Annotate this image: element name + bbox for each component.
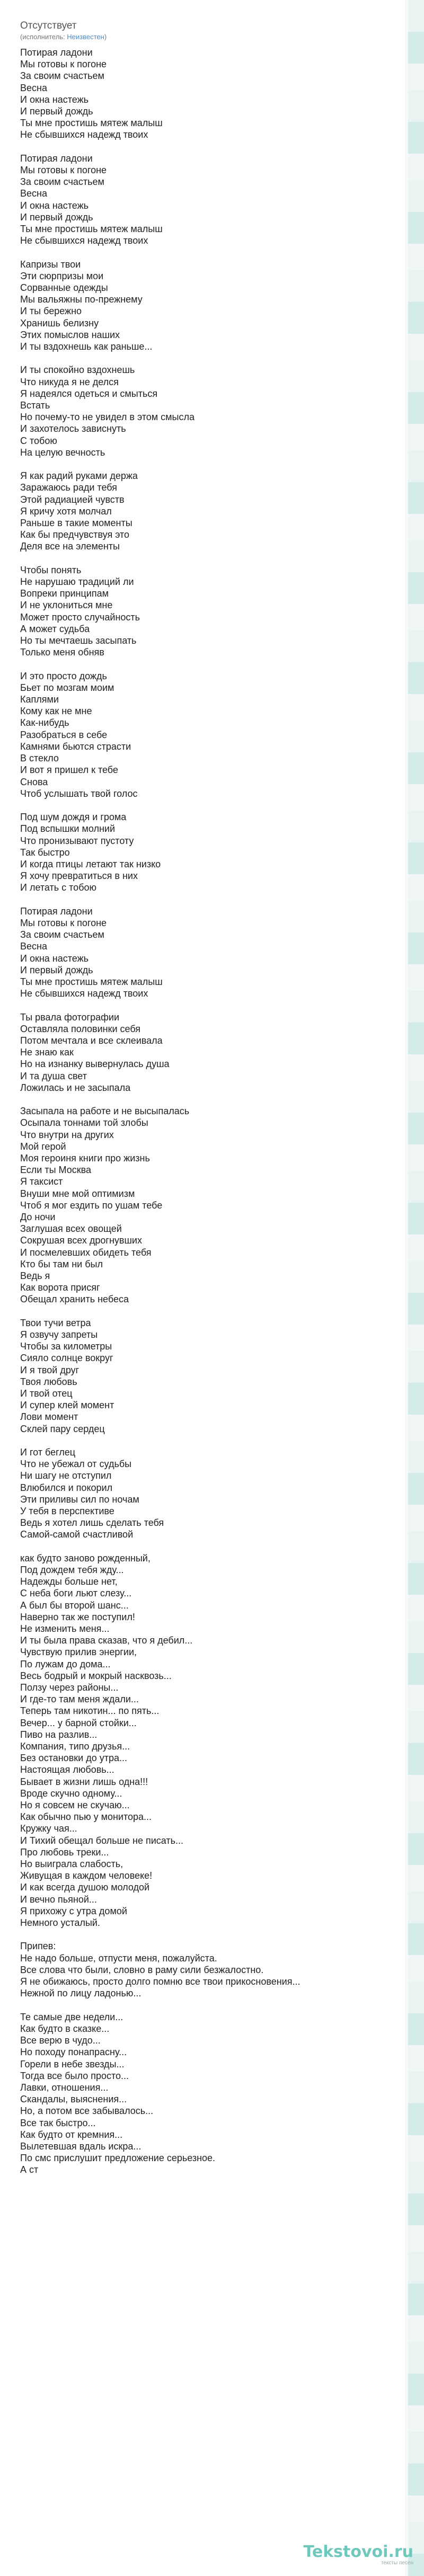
- lyrics-line: Камнями бьются страсти: [20, 741, 131, 752]
- lyrics-line: Но, а потом все забывалось...: [20, 2106, 154, 2117]
- lyrics-line: Под вспышки молний: [20, 823, 116, 834]
- lyrics-line: Эти приливы сил по ночам: [20, 1494, 139, 1505]
- lyrics-line: Моя героиня книги про жизнь: [20, 1152, 150, 1163]
- byline-suffix: ): [104, 33, 107, 41]
- lyrics-line: За своим счастьем: [20, 929, 104, 940]
- lyrics-line: Только меня обняв: [20, 647, 104, 658]
- lyrics-line: Капризы твои: [20, 259, 81, 270]
- lyrics-line: Не сбывшихся надежд твоих: [20, 988, 148, 999]
- lyrics-line: И ты вздохнешь как раньше...: [20, 341, 153, 352]
- lyrics-line: Так быстро: [20, 847, 70, 858]
- lyrics-line: Чтобы за километры: [20, 1341, 112, 1352]
- lyrics-line: Вроде скучно одному...: [20, 1788, 122, 1799]
- lyrics-stanza: [20, 153, 392, 247]
- lyrics-stanza: [20, 259, 392, 353]
- lyrics-line: С тобою: [20, 435, 57, 446]
- artist-byline: [20, 33, 392, 41]
- lyrics-line: Но выиграла слабость,: [20, 1859, 123, 1870]
- lyrics-line: Не нарушаю традиций ли: [20, 576, 134, 588]
- lyrics-line: Чтоб услышать твой голос: [20, 788, 138, 799]
- lyrics-line: Мы готовы к погоне: [20, 917, 107, 928]
- lyrics-line: Я хочу превратиться в них: [20, 870, 138, 882]
- lyrics-line: Эти сюрпризы мои: [20, 270, 104, 281]
- lyrics-line: Влюбился и покорил: [20, 1482, 113, 1493]
- byline-prefix: (исполнитель:: [20, 33, 67, 41]
- lyrics-line: Что не убежал от судьбы: [20, 1459, 132, 1470]
- lyrics-line: Каплями: [20, 694, 59, 705]
- lyrics-line: И как всегда душою молодой: [20, 1882, 150, 1893]
- lyrics-line: И Тихий обещал больше не писать...: [20, 1835, 184, 1846]
- lyrics-line: Мой герой: [20, 1141, 66, 1152]
- lyrics-line: Весь бодрый и мокрый насквозь...: [20, 1670, 172, 1681]
- lyrics-line: Компания, типо друзья...: [20, 1741, 130, 1752]
- lyrics-line: И посмелевших обидеть тебя: [20, 1247, 152, 1258]
- lyrics-stanza: [20, 47, 392, 141]
- lyrics-line: И окна настежь: [20, 200, 89, 211]
- lyrics-line: И твой отец: [20, 1388, 73, 1399]
- lyrics-line: Раньше в такие моменты: [20, 518, 132, 529]
- lyrics-line: Снова: [20, 776, 48, 787]
- lyrics-stanza: [20, 364, 392, 458]
- lyrics-line: Про любовь треки...: [20, 1846, 109, 1858]
- lyrics-line: Вечер... у барной стойки...: [20, 1717, 137, 1728]
- lyrics-line: Внуши мне мой оптимизм: [20, 1188, 135, 1199]
- lyrics-line: До ночи: [20, 1211, 56, 1222]
- lyrics-line: как будто заново рожденный,: [20, 1552, 151, 1564]
- lyrics-line: По лужам до дома...: [20, 1658, 111, 1669]
- lyrics-line: Теперь там никотин... по пять...: [20, 1706, 160, 1717]
- lyrics-stanza: [20, 1940, 392, 1999]
- lyrics-line: И та душа свет: [20, 1070, 87, 1081]
- watermark-logo: Tekstovoi.ru: [303, 2543, 413, 2561]
- lyrics-line: Обещал хранить небеса: [20, 1294, 129, 1305]
- lyrics-line: Но походу понапрасну...: [20, 2047, 127, 2058]
- lyrics-line: Скандалы, выяснения...: [20, 2094, 127, 2105]
- lyrics-line: Вылетевшая вдаль искра...: [20, 2140, 142, 2152]
- lyrics-line: В стекло: [20, 753, 59, 764]
- lyrics-line: Твои тучи ветра: [20, 1317, 91, 1328]
- lyrics-line: И где-то там меня ждали...: [20, 1694, 139, 1705]
- lyrics-line: Я надеялся одеться и смыться: [20, 388, 158, 399]
- lyrics-stanza: [20, 811, 392, 893]
- lyrics-line: Ты рвала фотографии: [20, 1011, 120, 1023]
- lyrics-line: Потирая ладони: [20, 153, 93, 164]
- lyrics-line: И первый дождь: [20, 106, 93, 117]
- lyrics-line: Бывает в жизни лишь одна!!!: [20, 1776, 148, 1787]
- lyrics-line: Кружку чая...: [20, 1823, 77, 1834]
- lyrics-stanza: [20, 470, 392, 552]
- lyrics-line: Как-нибудь: [20, 717, 69, 729]
- lyrics-line: Как ворота присяг: [20, 1282, 100, 1293]
- lyrics-line: Все так быстро...: [20, 2117, 96, 2128]
- lyrics-line: Но ты мечтаешь засыпать: [20, 635, 137, 646]
- lyrics-line: И не уклониться мне: [20, 600, 113, 611]
- lyrics-line: И первый дождь: [20, 964, 93, 975]
- lyrics-line: Хранишь белизну: [20, 317, 99, 328]
- lyrics-line: И летать с тобою: [20, 882, 97, 893]
- lyrics-stanza: [20, 670, 392, 800]
- lyrics-stanza: [20, 564, 392, 659]
- lyrics-line: Не сбывшихся надежд твоих: [20, 129, 148, 140]
- lyrics-line: Потирая ладони: [20, 47, 93, 58]
- lyrics-line: Не сбывшихся надежд твоих: [20, 235, 148, 246]
- lyrics-line: Как бы предчувствуя это: [20, 529, 130, 540]
- site-watermark: [303, 2543, 413, 2566]
- lyrics-line: И захотелось зависнуть: [20, 423, 126, 434]
- lyrics-line: Не знаю как: [20, 1047, 74, 1058]
- lyrics-line: Ведь я: [20, 1270, 50, 1281]
- lyrics-line: Лови момент: [20, 1411, 78, 1423]
- song-title: Отсутствует: [20, 20, 77, 31]
- lyrics-line: И ты спокойно вздохнешь: [20, 365, 135, 376]
- lyrics-line: Кто бы там ни был: [20, 1258, 103, 1269]
- lyrics-line: Ведь я хотел лишь сделать тебя: [20, 1517, 164, 1529]
- lyrics-line: Я озвучу запреты: [20, 1329, 98, 1340]
- lyrics-line: Этих помыслов наших: [20, 329, 120, 340]
- lyrics-line: Но почему-то не увидел в этом смысла: [20, 412, 195, 423]
- lyrics-line: С неба боги льют слезу...: [20, 1588, 132, 1599]
- lyrics-stanza: [20, 1011, 392, 1094]
- lyrics-line: Под дождем тебя жду...: [20, 1565, 124, 1575]
- lyrics-line: Засыпала на работе и не высыпалась: [20, 1106, 190, 1117]
- lyrics-line: Осыпала тоннами той злобы: [20, 1117, 148, 1129]
- lyrics-stanza: [20, 1446, 392, 1541]
- lyrics-line: Ни шагу не отступил: [20, 1470, 112, 1481]
- lyrics-line: Мы вальяжны по-прежнему: [20, 294, 143, 305]
- lyrics-line: Весна: [20, 82, 47, 93]
- lyrics-line: Как будто от кремния...: [20, 2129, 123, 2140]
- lyrics-line: И супер клей момент: [20, 1400, 114, 1411]
- lyrics-line: Как будто в сказке...: [20, 2023, 110, 2034]
- lyrics-stanza: [20, 1552, 392, 1929]
- lyrics-line: Встать: [20, 400, 50, 411]
- lyrics-line: За своим счастьем: [20, 176, 104, 188]
- lyrics-text: [20, 47, 392, 2176]
- lyrics-line: Мы готовы к погоне: [20, 59, 107, 70]
- lyrics-line: А ст: [20, 2164, 39, 2175]
- lyrics-line: Что пронизывают пустоту: [20, 835, 134, 846]
- lyrics-line: А был бы второй шанс...: [20, 1600, 129, 1611]
- lyrics-line: Я кричу хотя молчал: [20, 505, 112, 517]
- lyrics-line: На целую вечность: [20, 447, 105, 458]
- lyrics-stanza: [20, 905, 392, 1000]
- lyrics-line: Я не обижаюсь, просто долго помню все твои прикосновения...: [20, 1976, 301, 1987]
- watermark-subtitle: тексты песен: [381, 2560, 413, 2566]
- lyrics-line: Весна: [20, 188, 47, 199]
- lyrics-line: И вечно пьяной...: [20, 1894, 97, 1905]
- lyrics-line: Без остановки до утра...: [20, 1753, 127, 1764]
- lyrics-line: И это просто дождь: [20, 670, 107, 681]
- lyrics-line: Живущая в каждом человеке!: [20, 1870, 153, 1881]
- lyrics-line: Не надо больше, отпусти меня, пожалуйста.: [20, 1952, 217, 1964]
- lyrics-line: Чувствую прилив энергии,: [20, 1647, 137, 1658]
- lyrics-line: Ползу через районы...: [20, 1682, 119, 1693]
- lyrics-stanza: [20, 1105, 392, 1305]
- lyrics-line: Чтобы понять: [20, 564, 82, 575]
- lyrics-line: Склей пару сердец: [20, 1423, 105, 1434]
- lyrics-line: Если ты Москва: [20, 1165, 91, 1176]
- lyrics-stanza: [20, 2011, 392, 2176]
- lyrics-line: Сорванные одежды: [20, 282, 108, 294]
- lyrics-line: Деля все на элементы: [20, 541, 120, 552]
- lyrics-line: Я таксист: [20, 1176, 63, 1187]
- lyrics-line: Что внутри на других: [20, 1129, 114, 1140]
- lyrics-line: И ты бережно: [20, 306, 82, 317]
- lyrics-line: А может судьба: [20, 623, 90, 634]
- lyrics-line: Ты мне простишь мятеж малыш: [20, 976, 163, 987]
- lyrics-line: Разобраться в себе: [20, 729, 108, 740]
- lyrics-line: Твоя любовь: [20, 1376, 77, 1387]
- lyrics-line: За своим счастьем: [20, 70, 104, 82]
- lyrics-line: Но я совсем не скучаю...: [20, 1800, 130, 1811]
- lyrics-line: И вот я пришел к тебе: [20, 765, 118, 776]
- lyrics-line: Сокрушая всех дрогнувших: [20, 1235, 142, 1246]
- lyrics-line: Чтоб я мог ездить по ушам тебе: [20, 1200, 163, 1211]
- lyrics-line: Сияло солнце вокруг: [20, 1353, 113, 1364]
- lyrics-line: Все слова что были, словно в раму сили безжалостно.: [20, 1964, 264, 1975]
- lyrics-line: Припев:: [20, 1941, 56, 1952]
- artist-link[interactable]: Неизвестен: [67, 33, 104, 41]
- lyrics-line: Вопреки принципам: [20, 588, 109, 599]
- lyrics-line: Заражаюсь ради тебя: [20, 482, 117, 493]
- lyrics-line: Бьет по мозгам моим: [20, 682, 114, 693]
- lyrics-line: Надежды больше нет,: [20, 1576, 118, 1587]
- lyrics-line: Я прихожу с утра домой: [20, 1905, 127, 1916]
- lyrics-line: И окна настежь: [20, 953, 89, 964]
- lyrics-line: Самой-самой счастливой: [20, 1529, 134, 1540]
- lyrics-line: Весна: [20, 941, 47, 952]
- lyrics-line: Горели в небе звезды...: [20, 2058, 125, 2069]
- lyrics-line: Те самые две недели...: [20, 2011, 123, 2022]
- lyrics-line: И я твой друг: [20, 1364, 80, 1375]
- lyrics-line: Заглушая всех овощей: [20, 1223, 122, 1234]
- lyrics-line: Все верю в чудо...: [20, 2035, 101, 2046]
- lyrics-line: Но на изнанку вывернулась душа: [20, 1059, 170, 1070]
- lyrics-line: Я как радий руками держа: [20, 470, 138, 482]
- lyrics-line: Ты мне простишь мятеж малыш: [20, 118, 163, 129]
- right-decorative-strip: [408, 0, 424, 2576]
- lyrics-stanza: [20, 1317, 392, 1435]
- lyrics-line: Кому как не мне: [20, 706, 92, 717]
- lyrics-line: Мы готовы к погоне: [20, 165, 107, 176]
- lyrics-line: Как обычно пью у монитора...: [20, 1811, 152, 1823]
- lyrics-line: И когда птицы летают так низко: [20, 858, 161, 869]
- lyrics-line: И гот беглец: [20, 1446, 76, 1458]
- lyrics-line: И ты была права сказав, что я дебил...: [20, 1635, 193, 1646]
- lyrics-line: Тогда все было просто...: [20, 2070, 129, 2081]
- lyrics-line: Оставляла половинки себя: [20, 1023, 141, 1034]
- lyrics-line: Потирая ладони: [20, 905, 93, 917]
- lyrics-line: По смс прислушит предложение серьезное.: [20, 2153, 216, 2164]
- lyrics-line: Нежной по лицу ладонью...: [20, 1988, 142, 1999]
- lyrics-line: Наверно так же поступил!: [20, 1611, 135, 1622]
- lyrics-line: Этой радиацией чувств: [20, 494, 125, 505]
- lyrics-line: И первый дождь: [20, 211, 93, 223]
- lyrics-line: Что никуда я не делся: [20, 376, 119, 387]
- lyrics-line: Лавки, отношения...: [20, 2082, 109, 2093]
- lyrics-line: Ты мне простишь мятеж малыш: [20, 224, 163, 235]
- lyrics-line: Пиво на разлив...: [20, 1729, 98, 1740]
- lyrics-line: Может просто случайность: [20, 611, 140, 623]
- lyrics-line: Потом мечтала и все склеивала: [20, 1035, 163, 1046]
- lyrics-line: Не изменить меня...: [20, 1623, 110, 1635]
- lyrics-line: У тебя в перспективе: [20, 1506, 114, 1516]
- lyrics-line: Ложилась и не засыпала: [20, 1082, 131, 1093]
- lyrics-line: Под шум дождя и грома: [20, 812, 127, 823]
- lyrics-line: Настоящая любовь...: [20, 1764, 114, 1775]
- lyrics-line: Немного усталый.: [20, 1917, 100, 1929]
- lyrics-line: И окна настежь: [20, 94, 89, 105]
